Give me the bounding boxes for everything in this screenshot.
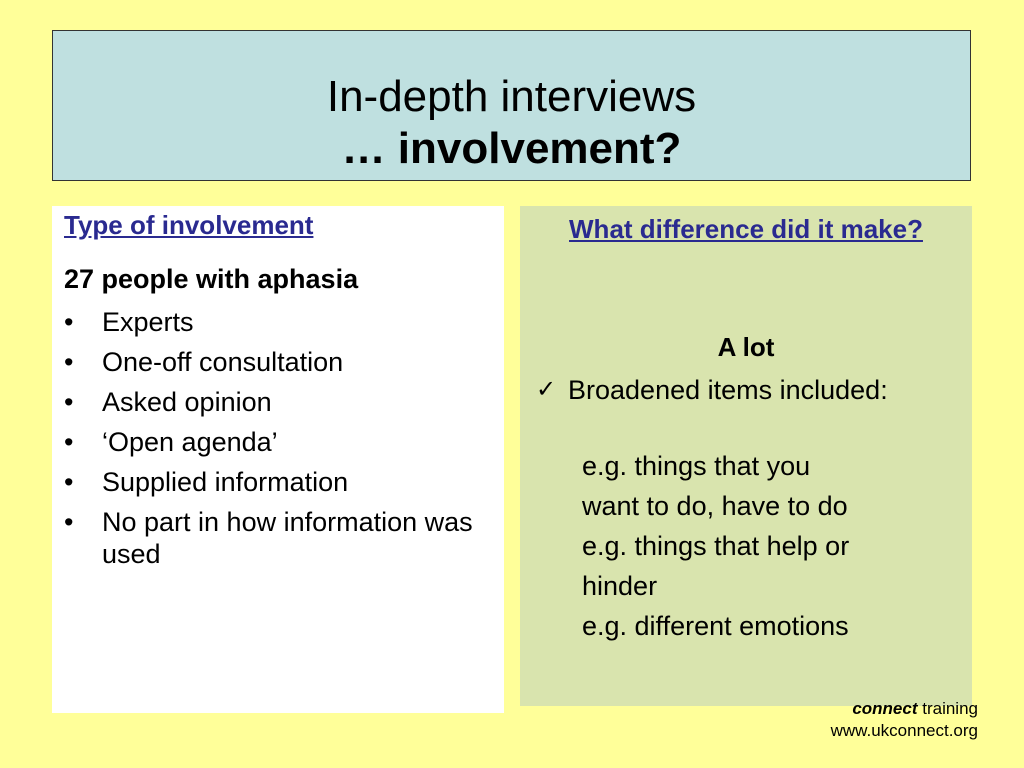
bullet-item — [64, 426, 494, 458]
bullet-dot-icon: • — [64, 347, 74, 377]
example-line: e.g. different emotions — [582, 611, 849, 641]
left-panel-heading[interactable]: Type of involvement — [64, 210, 314, 240]
slide-title-box — [52, 30, 971, 181]
example-line: want to do, have to do — [582, 491, 848, 521]
example-list — [582, 446, 962, 646]
footer-url[interactable]: www.ukconnect.org — [830, 721, 978, 740]
left-panel — [52, 206, 504, 713]
right-panel-subheading: A lot — [717, 332, 775, 362]
bullet-item — [64, 506, 494, 570]
bullet-text: Supplied information — [102, 467, 349, 497]
right-panel — [520, 206, 972, 706]
bullet-dot-icon: • — [64, 387, 74, 417]
slide-title: In-depth interviews — [326, 72, 697, 121]
slide-subtitle: … involvement? — [341, 124, 682, 173]
footer-brand-suffix: training — [917, 699, 978, 718]
bullet-item — [64, 386, 494, 418]
bullet-text: ‘Open agenda’ — [102, 427, 278, 457]
bullet-text: Asked opinion — [102, 387, 272, 417]
bullet-dot-icon: • — [64, 507, 74, 537]
right-panel-heading[interactable]: What difference did it make? — [569, 214, 923, 244]
example-line: e.g. things that you — [582, 451, 811, 481]
bullet-item — [64, 346, 494, 378]
bullet-item — [64, 306, 494, 338]
bullet-dot-icon: • — [64, 427, 74, 457]
bullet-text: One-off consultation — [102, 347, 344, 377]
involvement-bullet-list — [64, 306, 494, 578]
example-line: hinder — [582, 571, 658, 601]
check-item-text: Broadened items included: — [568, 375, 888, 405]
footer-brand-line — [831, 698, 978, 720]
checkmark-icon: ✓ — [536, 376, 557, 403]
bullet-text: No part in how information was used — [102, 507, 473, 569]
footer-brand: connect — [852, 699, 918, 718]
bullet-dot-icon: • — [64, 307, 74, 337]
footer — [831, 698, 978, 742]
bullet-item — [64, 466, 494, 498]
bullet-dot-icon: • — [64, 467, 74, 497]
bullet-text: Experts — [102, 307, 194, 337]
check-item — [532, 374, 988, 406]
left-panel-subheading: 27 people with aphasia — [64, 264, 359, 294]
example-line: e.g. things that help or — [582, 531, 850, 561]
